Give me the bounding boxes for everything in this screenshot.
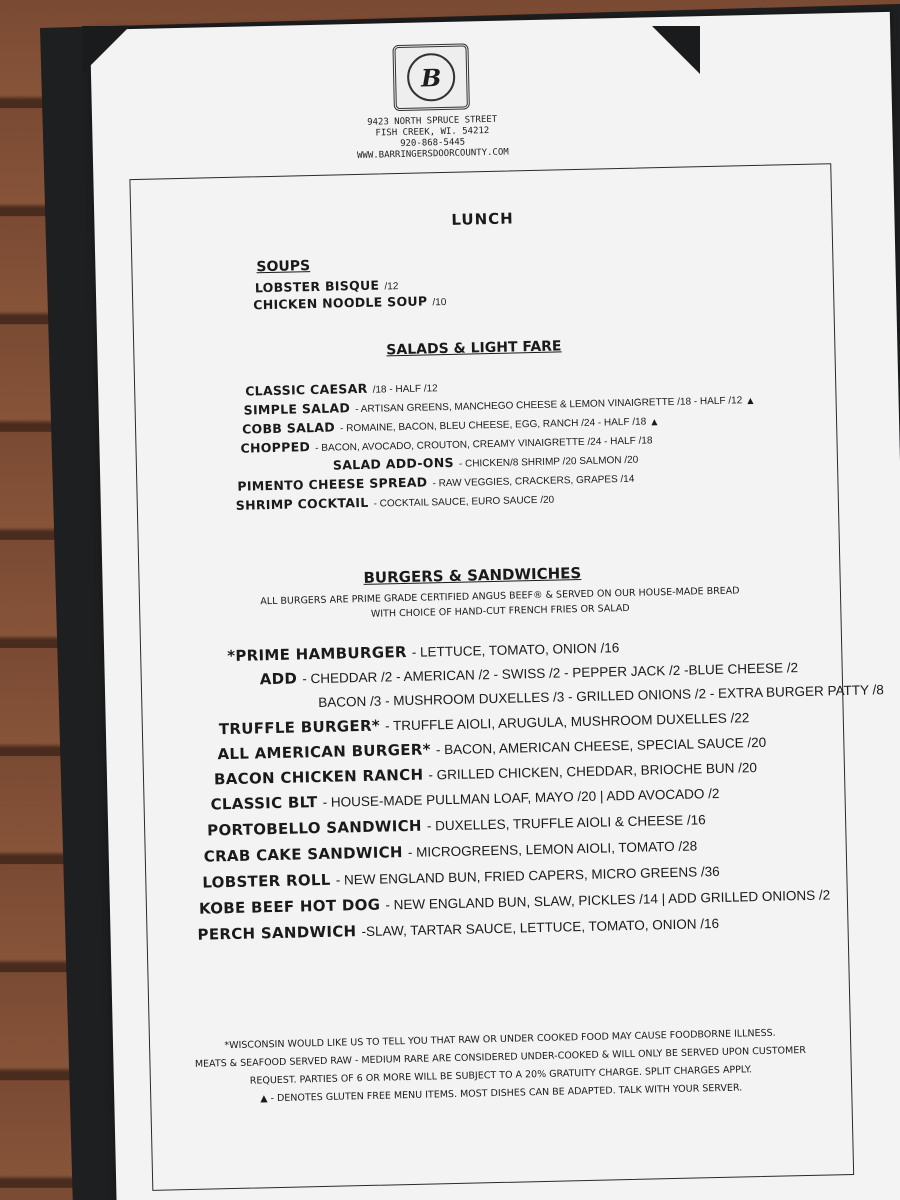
disclaimer: REQUEST. PARTIES OF 6 OR MORE WILL BE SUBJECT TO A 20% GRATUITY CHARGE. SPLIT CHARGES APPLY. xyxy=(249,1064,752,1087)
menu-title: LUNCH xyxy=(451,209,514,229)
menu-item: PIMENTO CHEESE SPREAD - RAW VEGGIES, CRACKERS, GRAPES /14 xyxy=(237,473,635,494)
disclaimer: MEATS & SEAFOOD SERVED RAW - MEDIUM RARE ARE CONSIDERED UNDER-COOKED & WILL ONLY BE SERVED UPON CUSTOMER xyxy=(194,1045,807,1070)
burger-note: WITH CHOICE OF HAND-CUT FRENCH FRIES OR SALAD xyxy=(370,602,630,620)
menu-item: SHRIMP COCKTAIL - COCKTAIL SAUCE, EURO SAUCE /20 xyxy=(235,494,555,513)
holder-corner xyxy=(652,26,700,74)
add-ons-row: ADD - CHEDDAR /2 - AMERICAN /2 - SWISS /2 - PEPPER JACK /2 -BLUE CHEESE /2 xyxy=(259,660,799,689)
menu-frame xyxy=(129,163,884,1191)
website: WWW.BARRINGERSDOORCOUNTY.COM xyxy=(356,147,509,161)
burger-note: ALL BURGERS ARE PRIME GRADE CERTIFIED ANGUS BEEF® & SERVED ON OUR HOUSE-MADE BREAD xyxy=(260,585,740,608)
menu-item: *PRIME HAMBURGER - LETTUCE, TOMATO, ONION /16 xyxy=(227,640,620,666)
menu-item: SALAD ADD-ONS - CHICKEN/8 SHRIMP /20 SALMON /20 xyxy=(332,454,639,473)
menu-item: BACON CHICKEN RANCH - GRILLED CHICKEN, CHEDDAR, BRIOCHE BUN /20 xyxy=(213,760,758,789)
address-line: 9423 NORTH SPRUCE STREET xyxy=(367,114,498,128)
menu-item: LOBSTER ROLL - NEW ENGLAND BUN, FRIED CAPERS, MICRO GREENS /36 xyxy=(202,863,720,892)
logo-emblem: B xyxy=(407,53,456,102)
menu-item: LOBSTER BISQUE /12 xyxy=(254,277,399,296)
city-line: FISH CREEK, WI. 54212 xyxy=(375,125,490,139)
holder-corner xyxy=(82,26,130,74)
restaurant-logo xyxy=(392,43,469,111)
menu-item: CLASSIC BLT - HOUSE-MADE PULLMAN LOAF, MAYO /20 | ADD AVOCADO /2 xyxy=(210,785,720,814)
menu-item: CHOPPED - BACON, AVOCADO, CROUTON, CREAMY VINAIGRETTE /24 - HALF /18 xyxy=(240,435,653,456)
section-burgers: BURGERS & SANDWICHES xyxy=(363,563,582,587)
menu-item: SIMPLE SALAD - ARTISAN GREENS, MANCHEGO CHEESE & LEMON VINAIGRETTE /18 - HALF /12 ▲ xyxy=(243,395,754,418)
menu-item: CLASSIC CAESAR /18 - HALF /12 xyxy=(245,380,438,399)
disclaimer: *WISCONSIN WOULD LIKE US TO TELL YOU THAT RAW OR UNDER COOKED FOOD MAY CAUSE FOODBORNE ILLNESS. xyxy=(224,1027,776,1052)
phone-number: 920-868-5445 xyxy=(400,137,466,149)
restaurant-address xyxy=(332,114,533,163)
menu-item: CRAB CAKE SANDWICH - MICROGREENS, LEMON AIOLI, TOMATO /28 xyxy=(203,838,698,866)
menu-sheet xyxy=(90,12,900,1200)
menu-item: CHICKEN NOODLE SOUP /10 xyxy=(253,293,447,313)
restaurant-header xyxy=(330,42,533,163)
menu-item: PERCH SANDWICH -SLAW, TARTAR SAUCE, LETTUCE, TOMATO, ONION /16 xyxy=(197,915,720,944)
menu-item: COBB SALAD - ROMAINE, BACON, BLEU CHEESE, EGG, RANCH /24 - HALF /18 ▲ xyxy=(241,416,658,437)
gluten-free-marker: ▲ xyxy=(747,396,754,406)
menu-item: KOBE BEEF HOT DOG - NEW ENGLAND BUN, SLAW, PICKLES /14 | ADD GRILLED ONIONS /2 xyxy=(198,887,831,918)
gluten-free-legend: ▲ - DENOTES GLUTEN FREE MENU ITEMS. MOST DISHES CAN BE ADAPTED. TALK WITH YOUR SERVER. xyxy=(260,1082,743,1105)
menu-item: PORTOBELLO SANDWICH - DUXELLES, TRUFFLE AIOLI & CHEESE /16 xyxy=(206,812,706,840)
menu-item: ALL AMERICAN BURGER* - BACON, AMERICAN CHEESE, SPECIAL SAUCE /20 xyxy=(217,734,767,764)
add-ons-row: BACON /3 - MUSHROOM DUXELLES /3 - GRILLED ONIONS /2 - EXTRA BURGER PATTY /8 xyxy=(318,682,884,710)
menu-item: TRUFFLE BURGER* - TRUFFLE AIOLI, ARUGULA, MUSHROOM DUXELLES /22 xyxy=(218,710,750,739)
section-soups: SOUPS xyxy=(256,258,311,276)
gluten-free-marker: ▲ xyxy=(651,417,658,427)
section-salads: SALADS & LIGHT FARE xyxy=(386,338,562,359)
